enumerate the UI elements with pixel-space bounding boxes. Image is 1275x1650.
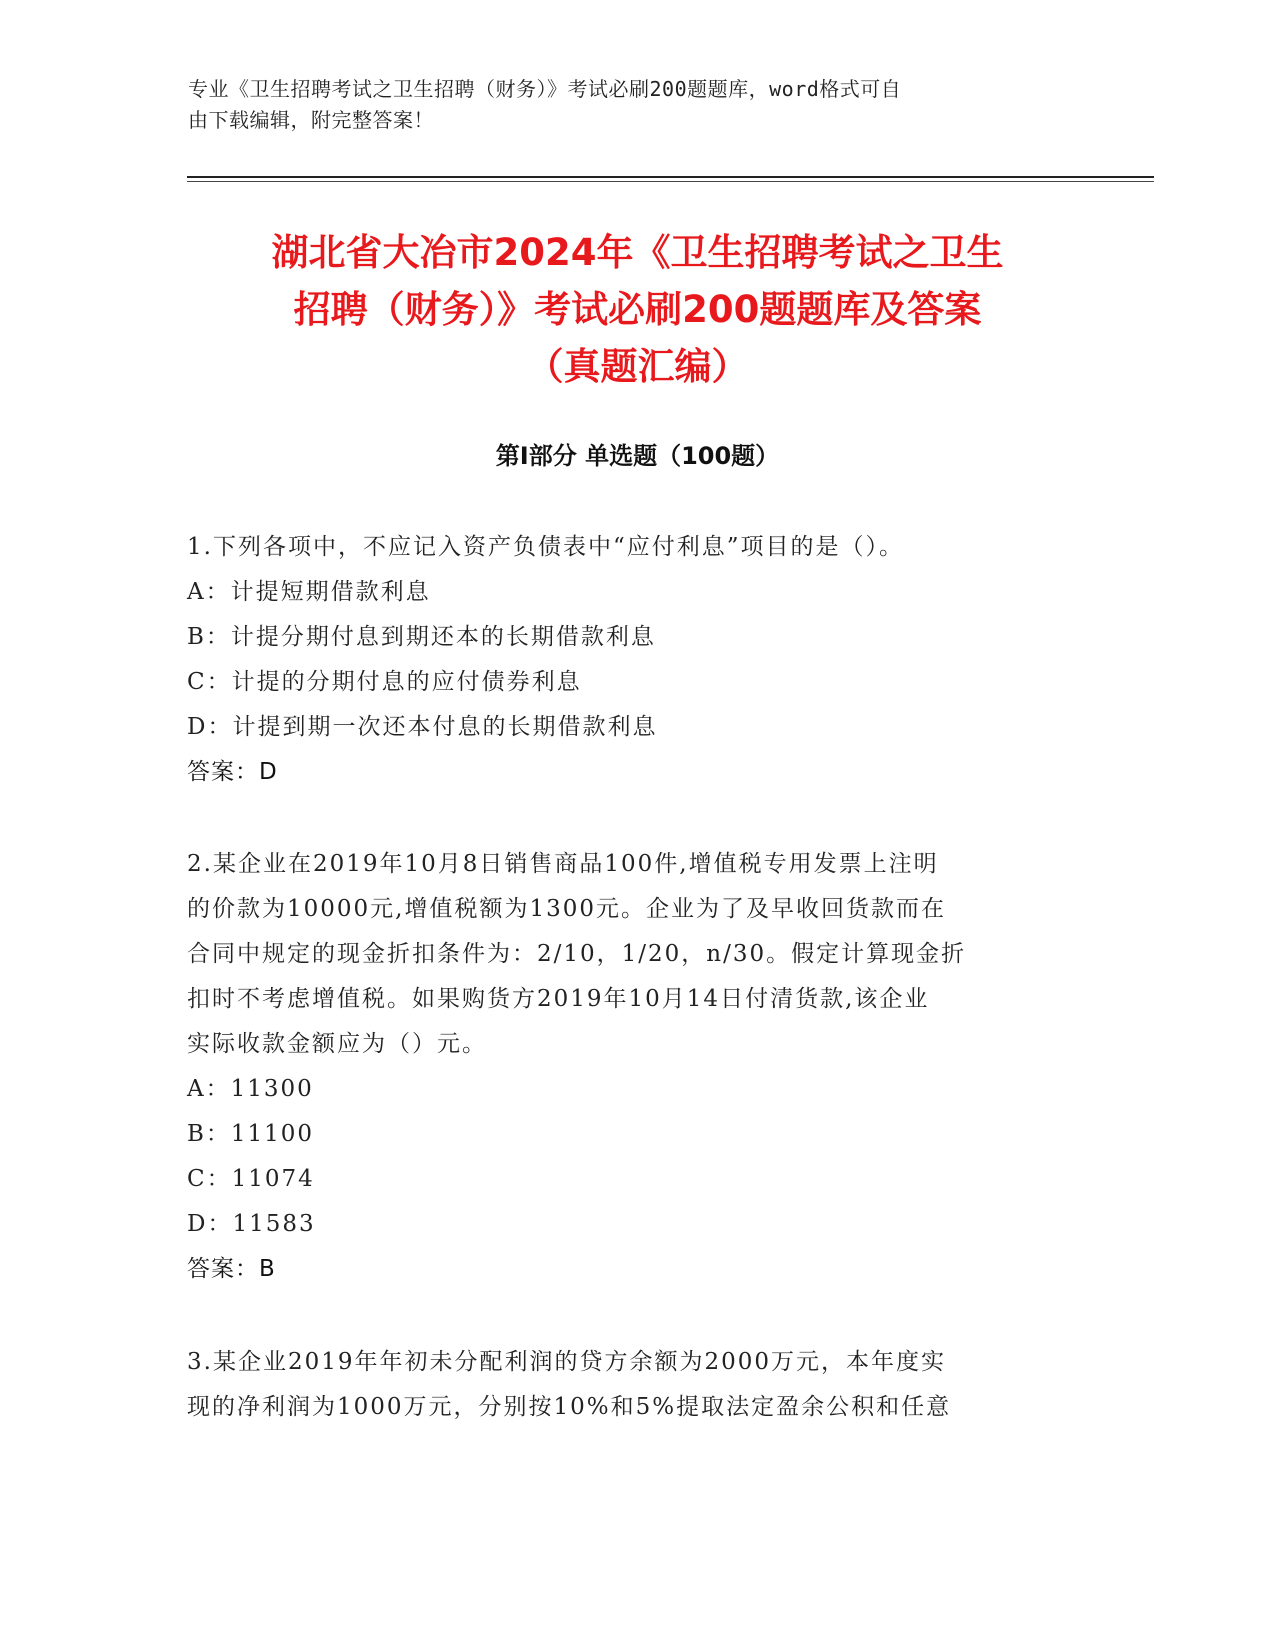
answer: 答案：D (187, 759, 278, 785)
option-a: A：计提短期借款利息 (187, 579, 431, 605)
option-a: A：11300 (187, 1076, 314, 1102)
question-1 (187, 525, 1067, 795)
question-3 (187, 1340, 1067, 1430)
answer: 答案：B (187, 1256, 276, 1282)
option-d: D：计提到期一次还本付息的长期借款利息 (187, 714, 658, 740)
question-stem-line: 3.某企业2019年年初未分配利润的贷方余额为2000万元，本年度实 (187, 1349, 947, 1375)
option-d: D：11583 (187, 1211, 316, 1237)
header-divider-thick (187, 176, 1154, 178)
question-stem-line: 扣时不考虑增值税。如果购货方2019年10月14日付清货款,该企业 (187, 986, 930, 1012)
question-stem-line: 实际收款金额应为（）元。 (187, 1031, 487, 1057)
document-title-line: （真题汇编） (526, 345, 749, 388)
option-c: C：11074 (187, 1166, 315, 1192)
section-heading: 第Ⅰ部分 单选题（100题） (495, 442, 780, 470)
question-stem-line: 现的净利润为1000万元，分别按10%和5%提取法定盈余公积和任意 (187, 1394, 952, 1420)
header-note-line: 由下载编辑，附完整答案！ (188, 108, 434, 132)
header-note (188, 74, 1068, 136)
document-title-line: 湖北省大冶市2024年《卫生招聘考试之卫生 (271, 231, 1004, 274)
question-stem: 1.下列各项中，不应记入资产负债表中“应付利息”项目的是（）。 (187, 534, 904, 560)
question-stem-line: 2.某企业在2019年10月8日销售商品100件,增值税专用发票上注明 (187, 851, 939, 877)
header-divider-thin (187, 181, 1154, 182)
option-b: B：计提分期付息到期还本的长期借款利息 (187, 624, 656, 650)
document-title (150, 224, 1125, 395)
option-b: B：11100 (187, 1121, 315, 1147)
question-2 (187, 842, 1067, 1292)
question-stem-line: 的价款为10000元,增值税额为1300元。企业为了及早收回货款而在 (187, 896, 947, 922)
document-title-line: 招聘（财务）》考试必刷200题题库及答案 (293, 288, 982, 331)
option-c: C：计提的分期付息的应付债券利息 (187, 669, 582, 695)
question-stem-line: 合同中规定的现金折扣条件为：2/10，1/20，n/30。假定计算现金折 (187, 941, 967, 967)
header-note-line: 专业《卫生招聘考试之卫生招聘（财务）》考试必刷200题题库，word格式可自 (188, 77, 902, 101)
